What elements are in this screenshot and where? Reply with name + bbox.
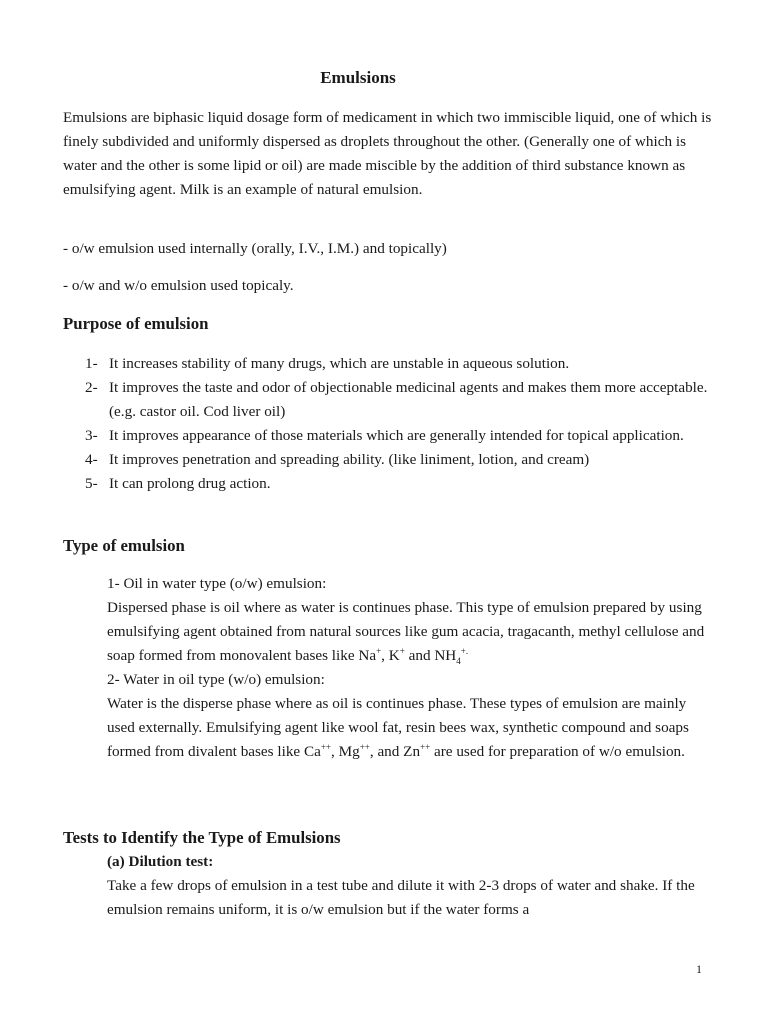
list-item: [85, 448, 715, 472]
wo-sup-3: ++: [420, 741, 431, 752]
ow-sub: 4: [456, 656, 461, 667]
ow-label: 1- Oil in water type (o/w) emulsion:: [107, 575, 327, 592]
ow-sup-2: +: [399, 645, 405, 656]
wo-sup-1: ++: [320, 741, 331, 752]
tests-block: [107, 850, 717, 922]
type-heading: Type of emulsion: [63, 536, 185, 555]
dilution-heading: (a) Dilution test:: [107, 853, 214, 870]
list-text: It can prolong drug action.: [109, 475, 271, 492]
list-item: [85, 352, 715, 376]
list-number: 2-: [85, 379, 98, 396]
list-item: [85, 376, 715, 424]
wo-label: 2- Water in oil type (w/o) emulsion:: [107, 671, 325, 688]
wo-mid-2: , and Zn: [369, 743, 421, 760]
ow-mid: , K: [381, 647, 400, 664]
purpose-list: [85, 352, 715, 496]
wo-text: Water is the disperse phase where as oil is continues phase. These types of emulsion are mainly used externally. Emulsifying agent like wool fat, resin bees wax, synthetic compound and soaps formed from divalent bases like Ca: [107, 695, 689, 760]
ow-sup-3: +.: [460, 645, 469, 656]
list-item: [85, 424, 715, 448]
tests-heading: Tests to Identify the Type of Emulsions: [63, 828, 341, 847]
wo-mid-1: , Mg: [330, 743, 360, 760]
ow-text: Dispersed phase is oil where as water is continues phase. This type of emulsion prepared by using emulsifying agent obtained from natural sources like gum acacia, tragacanth, methyl cellulose and soap formed from monovalent bases like Na: [107, 599, 705, 664]
page-title: Emulsions: [320, 68, 396, 87]
list-text: It increases stability of many drugs, which are unstable in aqueous solution.: [109, 355, 570, 372]
list-number: 4-: [85, 451, 98, 468]
page-number: 1: [696, 962, 702, 976]
list-number: 5-: [85, 475, 98, 492]
use-line-2: - o/w and w/o emulsion used topicaly.: [63, 277, 294, 294]
dilution-text: Take a few drops of emulsion in a test tube and dilute it with 2-3 drops of water and shake. If the emulsion remains uniform, it is o/w emulsion but if the water forms a: [107, 877, 695, 918]
use-line-1: - o/w emulsion used internally (orally, I.V., I.M.) and topically): [63, 240, 447, 257]
ow-and: and NH: [404, 647, 457, 664]
list-text: It improves appearance of those materials which are generally intended for topical application.: [109, 427, 684, 444]
list-text: It improves penetration and spreading ability. (like liniment, lotion, and cream): [109, 451, 590, 468]
list-item: [85, 472, 715, 496]
list-number: 3-: [85, 427, 98, 444]
list-text: It improves the taste and odor of objectionable medicinal agents and makes them more acceptable. (e.g. castor oil. Cod liver oil): [109, 379, 708, 420]
ow-paragraph: [107, 596, 717, 668]
wo-sup-2: ++: [359, 741, 370, 752]
wo-end: are used for preparation of w/o emulsion.: [430, 743, 685, 760]
wo-paragraph: [107, 692, 717, 764]
type-list: [107, 572, 717, 764]
purpose-heading: Purpose of emulsion: [63, 314, 209, 333]
intro-paragraph: Emulsions are biphasic liquid dosage form of medicament in which two immiscible liquid, one of which is finely subdivided and uniformly dispersed as droplets throughout the other. (Generally one of which is water and the other is some lipid or oil) are made miscible by the addition of third substance known as emulsifying agent. Milk is an example of natural emulsion.: [63, 109, 712, 198]
ow-sup-1: +: [376, 645, 382, 656]
list-number: 1-: [85, 355, 98, 372]
